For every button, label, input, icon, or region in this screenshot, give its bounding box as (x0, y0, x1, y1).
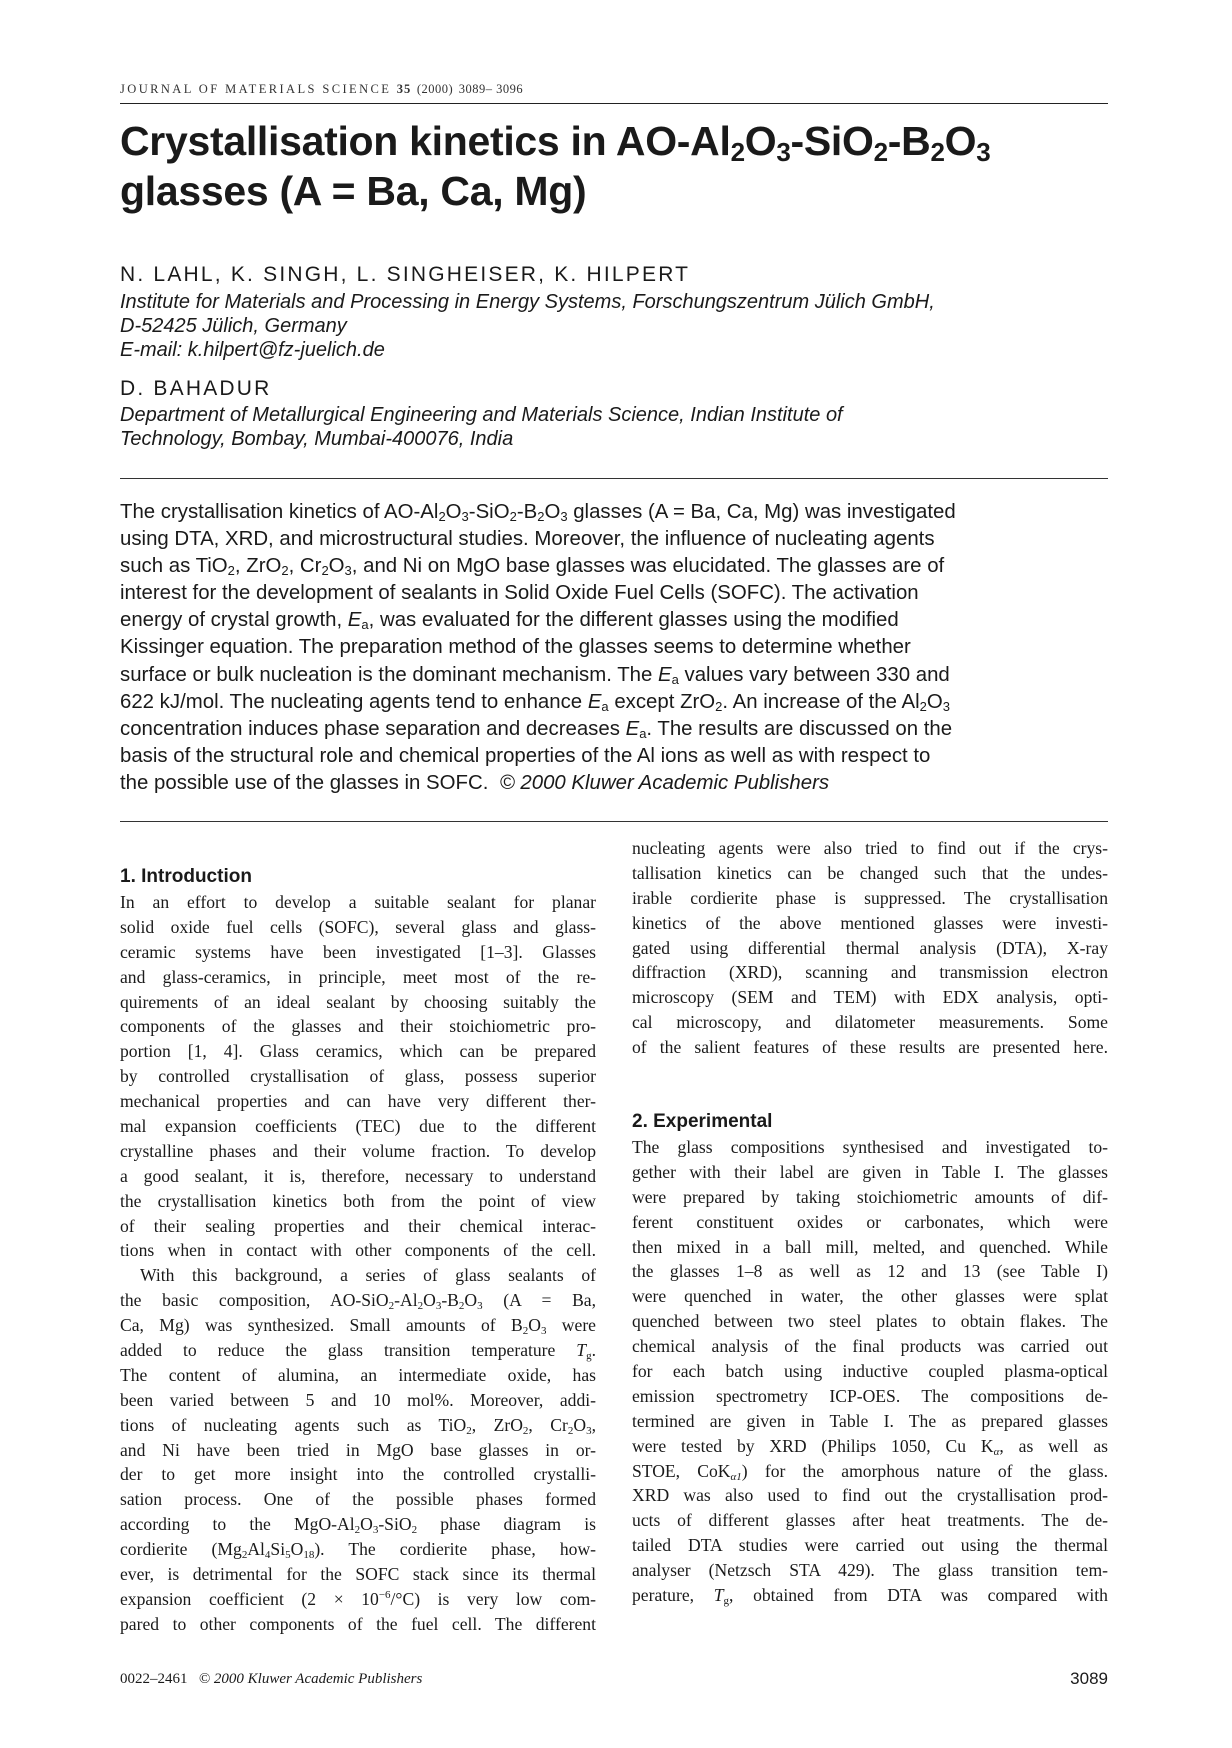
text: . (591, 1340, 596, 1361)
affiliation-line: Institute for Materials and Processing in Energy Systems, Forschungszentrum Jülich GmbH, (120, 291, 935, 313)
text: -Al (394, 1290, 418, 1311)
sub: 2 (388, 1300, 395, 1313)
symbol-E: E (587, 690, 602, 713)
sub: a (639, 725, 647, 741)
sub: α1 (730, 1470, 742, 1483)
author-email: E-mail: k.hilpert@fz-juelich.de (120, 339, 385, 361)
sub: 2 (509, 509, 517, 524)
abstract-line (120, 770, 1110, 797)
abstract-line: using DTA, XRD, and microstructural studies. Moreover, the influence of nucleating agents (120, 528, 935, 551)
abstract-line (120, 662, 1110, 689)
text-line: by controlled crystallisation of glass, possess superior (120, 1066, 596, 1087)
text-line: nucleating agents were also tried to find out if the crys- (632, 838, 1108, 858)
text-line: microscopy (SEM and TEM) with EDX analysis, opti- (632, 987, 1108, 1008)
text-line: The glass compositions synthesised and investigated to- (632, 1137, 1108, 1158)
text: , as well as (999, 1435, 1108, 1456)
text-line: kinetics of the above mentioned glasses were investi- (632, 912, 1108, 933)
text: glasses (A = Ba, Ca, Mg) was investigated (567, 501, 956, 523)
sub: 3 (461, 509, 469, 524)
text: The crystallisation kinetics of AO-Al (120, 501, 439, 523)
text: cordierite (Mg (120, 1539, 242, 1560)
sub: 2 (522, 1424, 529, 1437)
text: O (445, 501, 462, 523)
text: STOE, CoK (632, 1460, 731, 1481)
text: /°C) is very low com- (390, 1588, 596, 1609)
sub: 2 (417, 1300, 424, 1313)
text: -B (516, 501, 538, 523)
text: O (328, 555, 345, 578)
header-rule (120, 103, 1108, 104)
text: O (360, 1514, 373, 1535)
text: . An increase of the Al (722, 690, 920, 713)
text-line (120, 1413, 596, 1438)
text: O (926, 690, 943, 713)
text: (A = Ba, (482, 1290, 597, 1311)
title-sub: 2 (930, 137, 945, 167)
symbol-T: T (576, 1340, 587, 1361)
abstract-line: Kissinger equation. The preparation method of the glasses seems to determine whether (120, 636, 911, 659)
text-line: tions when in contact with other components of the cell. (120, 1240, 596, 1261)
sub: 2 (241, 1549, 248, 1562)
text: the basic composition, AO-SiO (120, 1290, 389, 1311)
sub: 2 (919, 698, 927, 714)
text: , ZrO (471, 1414, 523, 1435)
text-line: for each batch using inductive coupled plasma-optical (632, 1361, 1108, 1382)
text-line: mechanical properties and can have very different ther- (120, 1091, 596, 1112)
text-line: ucts of different glasses after heat treatments. The de- (632, 1510, 1108, 1531)
left-column (120, 864, 596, 1637)
text-line: were quenched in water, the other glasses were splat (632, 1286, 1108, 1307)
text-line: ceramic systems have been investigated [1–3]. Glasses (120, 941, 596, 962)
text: such as TiO (120, 555, 228, 578)
text: ). The cordierite phase, how- (314, 1539, 597, 1560)
text-line: termined are given in Table I. The as prepared glasses (632, 1410, 1108, 1431)
sub: 5 (285, 1549, 291, 1562)
page-number: 3089 (1070, 1669, 1108, 1688)
text: ) for the amorphous nature of the glass. (741, 1460, 1108, 1481)
abstract-bottom-rule (120, 821, 1108, 822)
text: phase diagram is (417, 1514, 596, 1535)
text: O (464, 1290, 478, 1311)
text: except ZrO (608, 690, 716, 713)
right-column (632, 836, 1108, 1608)
journal-name: JOURNAL OF MATERIALS SCIENCE (120, 82, 392, 96)
journal-header (120, 82, 1110, 97)
text-line (632, 1459, 1108, 1484)
text: O (544, 501, 561, 523)
affiliation-line: Technology, Bombay, Mumbai-400076, India (120, 428, 514, 450)
authors-group-1: N. LAHL, K. SINGH, L. SINGHEISER, K. HILPERT (120, 263, 691, 286)
text: , was evaluated for the different glasses using the modified (368, 609, 899, 632)
text: values vary between 330 and (678, 663, 950, 686)
text: , (591, 1414, 597, 1435)
text-line (120, 1512, 596, 1537)
text-line: ever, is detrimental for the SOFC stack since its thermal (120, 1564, 596, 1585)
title-text: Crystallisation kinetics in AO-Al (120, 118, 731, 164)
text-line: quenched between two steel plates to obtain flakes. The (632, 1311, 1108, 1332)
text-line: components of the glasses and their stoichiometric pro- (120, 1016, 596, 1037)
text-line: gated using differential thermal analysis (DTA), X-ray (632, 937, 1108, 958)
sub: 2 (438, 509, 446, 524)
text-line: analyser (Netzsch STA 429). The glass transition tem- (632, 1560, 1108, 1581)
footer-copyright: © 2000 Kluwer Academic Publishers (198, 1671, 423, 1687)
text-line: and Ni have been tried in MgO base glasses in or- (120, 1439, 596, 1460)
text: the possible use of the glasses in SOFC. (120, 771, 489, 794)
sub: 3 (477, 1300, 483, 1313)
title-text: -SiO (790, 118, 874, 164)
text-line: crystalline phases and their volume fraction. To develop (120, 1140, 596, 1161)
text: O (528, 1315, 541, 1336)
text-line: were prepared by taking stoichiometric amounts of dif- (632, 1186, 1108, 1207)
text-line (632, 1583, 1108, 1608)
text-line: of their sealing properties and their chemical interac- (120, 1215, 596, 1236)
sub: 2 (458, 1300, 465, 1313)
affiliation-1 (120, 290, 1120, 362)
journal-year: (2000) (416, 82, 454, 96)
text: O (573, 1414, 587, 1435)
sub: 4 (264, 1549, 271, 1562)
abstract (120, 499, 1110, 797)
text-line (632, 1434, 1108, 1459)
abstract-line (120, 689, 1110, 716)
text-line (120, 1313, 596, 1338)
title-sub: 3 (776, 137, 791, 167)
title-sub: 3 (976, 137, 991, 167)
text-line: tailed DTA studies were carried out using the thermal (632, 1535, 1108, 1556)
sub: g (586, 1350, 592, 1363)
sub: a (361, 617, 369, 633)
text-line: and glass-ceramics, in principle, meet most of the re- (120, 966, 596, 987)
text: , Cr (528, 1414, 568, 1435)
text-line: The content of alumina, an intermediate oxide, has (120, 1364, 596, 1385)
sub: 3 (942, 698, 950, 714)
sub: α (993, 1445, 1000, 1458)
title-sub: 2 (873, 137, 888, 167)
text: O (290, 1539, 304, 1560)
title-sub: 2 (730, 137, 745, 167)
title-text: -B (887, 118, 931, 164)
text: according to the MgO-Al (120, 1514, 355, 1535)
sub: 3 (372, 1524, 379, 1537)
sub: 2 (466, 1424, 472, 1437)
text-line: chemical analysis of the final products was carried out (632, 1336, 1108, 1357)
title-line-1 (120, 116, 1110, 166)
section-heading-experimental: 2. Experimental (632, 1111, 773, 1133)
abstract-copyright: © 2000 Kluwer Academic Publishers (499, 771, 830, 794)
text: , ZrO (234, 555, 282, 578)
footer-left (120, 1671, 422, 1688)
symbol-E: E (347, 609, 362, 632)
section-heading-introduction: 1. Introduction (120, 866, 252, 887)
text-line: XRD was also used to find out the crystallisation prod- (632, 1485, 1108, 1506)
sub: a (671, 671, 679, 687)
text-line: portion [1, 4]. Glass ceramics, which can be prepared (120, 1041, 596, 1062)
sub: 3 (435, 1300, 442, 1313)
text-line: emission spectrometry ICP-OES. The compositions de- (632, 1385, 1108, 1406)
text-line: a good sealant, it is, therefore, necessary to understand (120, 1165, 596, 1186)
affiliation-2 (120, 403, 1120, 451)
text-line (120, 1288, 596, 1313)
text-line: cal microscopy, and dilatometer measurements. Some (632, 1012, 1108, 1033)
abstract-top-rule (120, 478, 1108, 479)
paper-title (120, 116, 1110, 216)
text: , obtained from DTA was compared with (729, 1585, 1108, 1606)
sub: 2 (227, 563, 235, 579)
text-line (120, 1338, 596, 1363)
title-text: O (744, 118, 777, 164)
sub: 18 (303, 1549, 315, 1562)
text-line: pared to other components of the fuel cell. The different (120, 1613, 596, 1634)
text-line: diffraction (XRD), scanning and transmission electron (632, 962, 1108, 983)
sub: 2 (281, 563, 289, 579)
sub: 3 (586, 1424, 592, 1437)
text: Si (270, 1539, 286, 1560)
sub: 3 (344, 563, 352, 579)
sup: −6 (378, 1588, 391, 1601)
text: -SiO (468, 501, 510, 523)
text: surface or bulk nucleation is the dominant mechanism. The (120, 663, 658, 686)
sub: 2 (321, 563, 329, 579)
sub: 2 (715, 698, 723, 714)
sub: 3 (540, 1325, 547, 1338)
text-line: In an effort to develop a suitable sealant for planar (120, 892, 596, 912)
text-line: irable cordierite phase is suppressed. The crystallisation (632, 887, 1108, 908)
text-line: of the salient features of these results are presented here. (632, 1037, 1108, 1058)
journal-volume: 35 (396, 82, 412, 96)
text-line: With this background, a series of glass sealants of (140, 1265, 596, 1286)
text: concentration induces phase separation and decreases (120, 717, 626, 740)
text: , and Ni on MgO base glasses was elucidated. The glasses are of (351, 555, 945, 578)
text: 622 kJ/mol. The nucleating agents tend to enhance (120, 690, 588, 713)
affiliation-line: Department of Metallurgical Engineering and Materials Science, Indian Institute of (120, 404, 843, 426)
text: -SiO (378, 1514, 412, 1535)
text-line: been varied between 5 and 10 mol%. Moreover, addi- (120, 1389, 596, 1410)
abstract-line: interest for the development of sealants in Solid Oxide Fuel Cells (SOFC). The activation (120, 582, 919, 605)
text: Al (247, 1539, 265, 1560)
symbol-E: E (625, 717, 640, 740)
text-line: then mixed in a ball mill, melted, and quenched. While (632, 1236, 1108, 1257)
sub: 2 (354, 1524, 361, 1537)
text: added to reduce the glass transition temperature (120, 1340, 577, 1361)
sub: g (723, 1595, 729, 1608)
sub: 2 (522, 1325, 529, 1338)
text-line: sation process. One of the possible phases formed (120, 1489, 596, 1510)
sub: 2 (567, 1424, 574, 1437)
abstract-line (120, 607, 1110, 634)
text-line: the crystallisation kinetics both from the point of view (120, 1190, 596, 1211)
text: were tested by XRD (Philips 1050, Cu K (632, 1435, 994, 1456)
text: , Cr (288, 555, 322, 578)
text-line: the glasses 1–8 as well as 12 and 13 (see Table I) (632, 1261, 1108, 1282)
abstract-line: basis of the structural role and chemical properties of the Al ions as well as with respect to (120, 744, 931, 767)
text: expansion coefficient (2 × 10 (120, 1588, 379, 1609)
text: energy of crystal growth, (120, 609, 348, 632)
sub: a (601, 698, 609, 714)
text: were (546, 1315, 596, 1336)
text: O (423, 1290, 436, 1311)
text-line (120, 1537, 596, 1562)
text-line: ferent constituent oxides or carbonates, which were (632, 1211, 1108, 1232)
text-line: solid oxide fuel cells (SOFC), several glass and glass- (120, 916, 596, 937)
journal-pages: 3089– 3096 (458, 82, 524, 96)
text: tions of nucleating agents such as TiO (120, 1414, 467, 1435)
text-line: mal expansion coefficients (TEC) due to the different (120, 1116, 596, 1137)
authors-group-2: D. BAHADUR (120, 377, 272, 400)
title-text: O (944, 118, 977, 164)
symbol-T: T (713, 1585, 724, 1606)
abstract-line (120, 716, 1110, 743)
symbol-E: E (658, 663, 672, 686)
section-gap (632, 1060, 1108, 1109)
text: perature, (632, 1585, 714, 1606)
affiliation-line: D-52425 Jülich, Germany (120, 315, 347, 337)
text-line: quirements of an ideal sealant by choosing suitably the (120, 991, 596, 1012)
sub: 2 (537, 509, 545, 524)
text-line (120, 1587, 596, 1612)
text-line: der to get more insight into the controlled crystalli- (120, 1464, 596, 1485)
title-line-2: glasses (A = Ba, Ca, Mg) (120, 168, 587, 215)
text: Ca, Mg) was synthesized. Small amounts of B (120, 1315, 523, 1336)
sub: 3 (560, 509, 568, 524)
abstract-line (120, 553, 1110, 580)
text: -B (441, 1290, 459, 1311)
issn: 0022–2461 (120, 1671, 188, 1687)
sub: 2 (411, 1524, 418, 1537)
text-line: gether with their label are given in Table I. The glasses (632, 1161, 1108, 1182)
text-line: tallisation kinetics can be changed such that the undes- (632, 862, 1108, 883)
abstract-line (120, 499, 1110, 526)
text: . The results are discussed on the (646, 717, 953, 740)
